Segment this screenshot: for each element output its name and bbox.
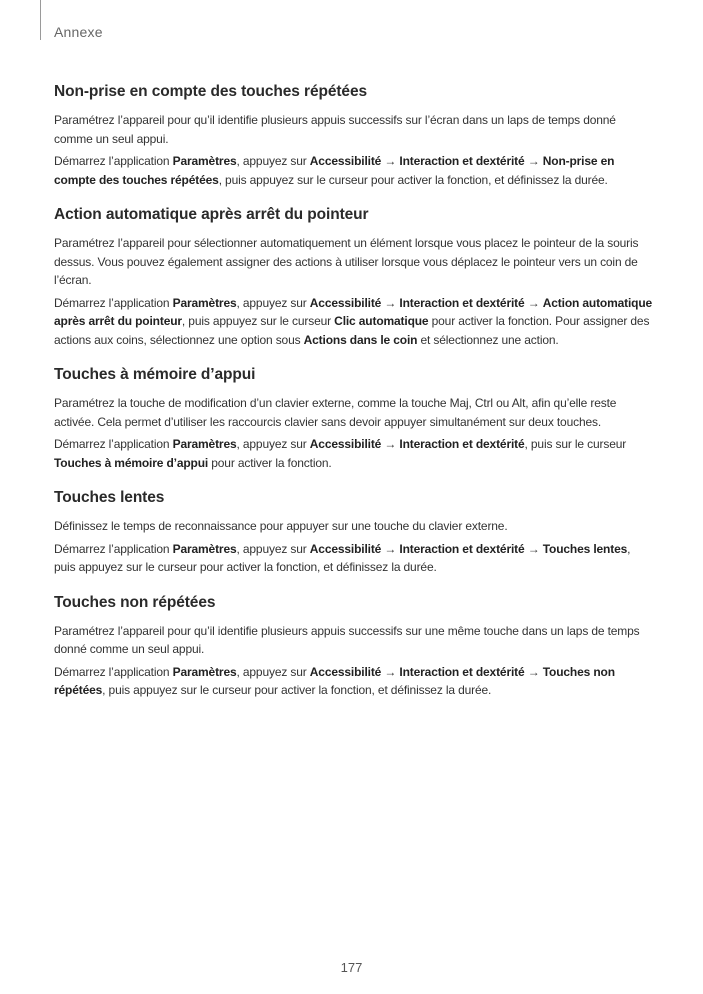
path-interaction-dexterity: Interaction et dextérité — [399, 154, 525, 168]
path-option: Non-prise en compte des touches répétées — [54, 154, 615, 187]
path-accessibility: Accessibilité — [309, 295, 382, 310]
arrow-icon: → — [524, 541, 543, 556]
path-settings: Paramètres — [172, 437, 237, 451]
arrow-icon: → — [524, 664, 543, 679]
arrow-icon: → — [524, 295, 543, 310]
arrow-icon: → — [381, 437, 400, 451]
arrow-icon: → — [381, 295, 400, 310]
path-interaction-dexterity: Interaction et dextérité — [399, 437, 525, 451]
path-settings: Paramètres — [172, 154, 237, 168]
section-repeated-touches — [54, 82, 654, 189]
path-option: Touches lentes — [542, 541, 628, 556]
path-accessibility: Accessibilité — [309, 437, 382, 451]
section-description: Paramétrez la touche de modification d’un clavier externe, comme la touche Maj, Ctrl ou Alt, afin qu’elle reste activée. Cela permet d’utiliser les raccourcis clavier sans devoir appuyer simultanément sur deux touches. — [54, 396, 617, 429]
section-description: Paramétrez l’appareil pour sélectionner automatiquement un élément lorsque vous placez le pointeur de la souris dessus. Vous pouvez également assigner des actions à utiliser lorsque vous déplacez le pointeur vers un coin de l’écran. — [54, 236, 639, 287]
header-rule — [40, 0, 41, 40]
path-accessibility: Accessibilité — [309, 541, 382, 556]
section-title: Touches lentes — [54, 489, 165, 506]
arrow-icon: → — [381, 154, 400, 168]
path-interaction-dexterity: Interaction et dextérité — [399, 664, 525, 679]
section-description: Paramétrez l’appareil pour qu’il identifie plusieurs appuis successifs sur une même touche dans un laps de temps donné comme un seul appui. — [54, 623, 640, 656]
path-option: Touches non répétées — [54, 664, 615, 697]
path-settings: Paramètres — [172, 664, 237, 679]
path-interaction-dexterity: Interaction et dextérité — [399, 541, 525, 556]
section-instructions: Démarrez l’application Paramètres, appuyez sur Accessibilité → Interaction et dextérité → Action automatique après arrêt du pointeur, puis appuyez sur le curseur Clic automatique pour activer la fonction. Pour assigner des actions aux coins, sélectionnez une option sous Actions dans le coin et sélectionnez une action. — [54, 295, 653, 347]
section-instructions: Démarrez l’application Paramètres, appuyez sur Accessibilité → Interaction et dextérité, puis sur le curseur Touches à mémoire d’appui pour activer la fonction. — [54, 437, 627, 470]
section-sticky-keys — [54, 365, 654, 472]
path-option: Touches à mémoire d’appui — [54, 455, 209, 470]
path-interaction-dexterity: Interaction et dextérité — [399, 295, 525, 310]
section-title: Non-prise en compte des touches répétées — [54, 83, 367, 100]
arrow-icon: → — [381, 541, 400, 556]
section-bounce-keys — [54, 593, 654, 700]
path-option: Action automatique après arrêt du pointeur — [54, 295, 653, 328]
path-settings: Paramètres — [172, 295, 237, 310]
section-instructions: Démarrez l’application Paramètres, appuyez sur Accessibilité → Interaction et dextérité → Touches lentes, puis appuyez sur le curseur pour activer la fonction, et définissez la durée. — [54, 541, 631, 574]
section-title: Touches à mémoire d’appui — [54, 366, 256, 383]
path-accessibility: Accessibilité — [309, 154, 382, 168]
arrow-icon: → — [524, 154, 543, 168]
section-title: Touches non répétées — [54, 593, 216, 611]
section-description: Définissez le temps de reconnaissance pour appuyer sur une touche du clavier externe. — [54, 519, 508, 533]
path-accessibility: Accessibilité — [309, 664, 382, 679]
section-auto-action — [54, 205, 654, 349]
page-content — [54, 82, 654, 716]
section-description: Paramétrez l’appareil pour qu’il identifie plusieurs appuis successifs sur l’écran dans un laps de temps donné comme un seul appui. — [54, 113, 616, 146]
arrow-icon: → — [381, 664, 400, 679]
path-auto-click: Clic automatique — [334, 314, 429, 328]
running-header: Annexe — [54, 24, 103, 40]
path-settings: Paramètres — [172, 541, 237, 556]
path-corner-actions: Actions dans le coin — [303, 332, 418, 347]
section-instructions: Démarrez l’application Paramètres, appuyez sur Accessibilité → Interaction et dextérité → Touches non répétées, puis appuyez sur le curseur pour activer la fonction, et définissez la durée. — [54, 664, 615, 697]
page-number: 177 — [340, 960, 363, 975]
section-slow-keys — [54, 488, 654, 577]
section-instructions: Démarrez l’application Paramètres, appuyez sur Accessibilité → Interaction et dextérité → Non-prise en compte des touches répétées, puis appuyez sur le curseur pour activer la fonction, et définissez la durée. — [54, 154, 615, 187]
section-title: Action automatique après arrêt du pointeur — [54, 206, 369, 223]
